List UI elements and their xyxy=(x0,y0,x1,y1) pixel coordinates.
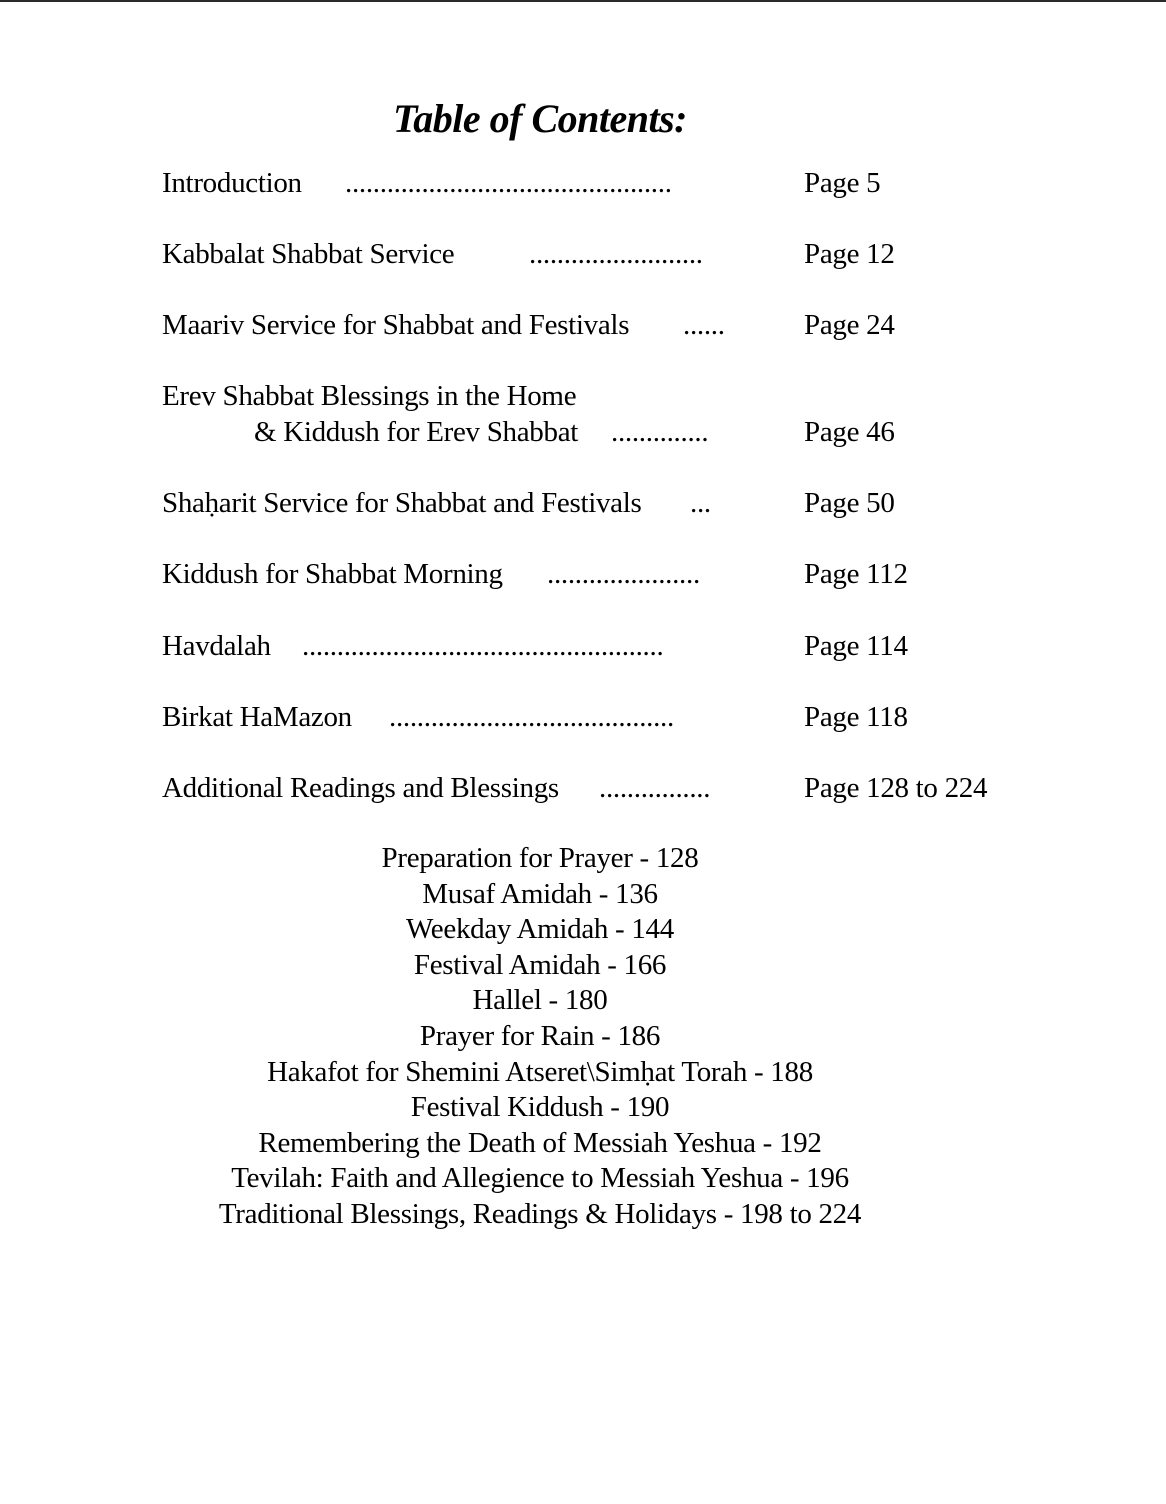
toc-leader-dots: ......................................... xyxy=(389,701,674,733)
sub-entry[interactable]: Traditional Blessings, Readings & Holidays - 198 to 224 xyxy=(218,1197,862,1230)
sub-entry[interactable]: Preparation for Prayer - 128 xyxy=(381,842,699,874)
toc-entry-kabbalat-shabbat[interactable] xyxy=(162,236,895,272)
toc-entry-birkat-hamazon[interactable] xyxy=(162,699,908,735)
toc-entry-additional-readings[interactable] xyxy=(162,770,988,806)
sub-entry[interactable]: Tevilah: Faith and Allegience to Messiah Yeshua - 196 xyxy=(231,1162,849,1195)
toc-entry-label: Introduction xyxy=(162,167,302,199)
toc-leader-dots: ... xyxy=(690,487,711,519)
sub-entry[interactable]: Festival Kiddush - 190 xyxy=(410,1091,670,1124)
toc-entry-label: Shaḥarit Service for Shabbat and Festivals xyxy=(162,487,642,519)
toc-entry-label: Kabbalat Shabbat Service xyxy=(162,238,455,270)
toc-entry-maariv[interactable] xyxy=(162,307,895,343)
toc-page-number: Page 46 xyxy=(804,416,895,448)
toc-entry-label: Additional Readings and Blessings xyxy=(162,772,559,804)
sub-entry[interactable]: Remembering the Death of Messiah Yeshua - 192 xyxy=(258,1126,822,1159)
toc-leader-dots: ............................................... xyxy=(345,167,672,199)
page-title: Table of Contents: xyxy=(393,96,687,141)
toc-page-number: Page 118 xyxy=(804,701,908,733)
toc-page-number: Page 128 to 224 xyxy=(804,772,988,804)
toc-entry-label: Erev Shabbat Blessings in the Home xyxy=(162,380,577,412)
toc-leader-dots: .................................................... xyxy=(302,630,664,662)
toc-leader-dots: ...... xyxy=(683,309,725,341)
toc-entry-introduction[interactable] xyxy=(162,165,881,201)
toc-leader-dots: ......................... xyxy=(529,238,703,270)
sub-entry[interactable]: Weekday Amidah - 144 xyxy=(406,913,674,946)
sub-entry[interactable]: Musaf Amidah - 136 xyxy=(422,877,658,910)
sub-entry[interactable]: Hallel - 180 xyxy=(472,984,608,1017)
toc-page-number: Page 112 xyxy=(804,558,908,590)
toc-entry-erev-shabbat[interactable] xyxy=(162,378,895,450)
toc-entry-kiddush-morning[interactable] xyxy=(162,556,908,592)
toc-entry-label-continued: & Kiddush for Erev Shabbat xyxy=(254,416,579,448)
toc-entry-shaharit[interactable] xyxy=(162,485,895,521)
toc-leader-dots: ................ xyxy=(599,772,711,804)
toc-leader-dots: ...................... xyxy=(547,558,700,590)
toc-entry-havdalah[interactable] xyxy=(162,628,908,664)
sub-entry[interactable]: Prayer for Rain - 186 xyxy=(419,1019,661,1052)
toc-page-number: Page 50 xyxy=(804,487,895,519)
toc-page-number: Page 5 xyxy=(804,167,881,199)
additional-readings-sublist xyxy=(0,841,1080,1233)
sub-entry[interactable]: Hakafot for Shemini Atseret\Simḥat Torah - 188 xyxy=(267,1055,813,1088)
page-top-border xyxy=(0,0,1166,2)
toc-entry-label: Birkat HaMazon xyxy=(162,701,352,733)
toc-page-number: Page 114 xyxy=(804,630,908,662)
toc-entry-label: Maariv Service for Shabbat and Festivals xyxy=(162,309,630,341)
toc-entry-label: Kiddush for Shabbat Morning xyxy=(162,558,503,590)
toc-leader-dots: .............. xyxy=(611,416,709,448)
toc-page-number: Page 12 xyxy=(804,238,895,270)
sub-entry[interactable]: Festival Amidah - 166 xyxy=(413,948,667,981)
toc-page-number: Page 24 xyxy=(804,309,895,341)
toc-entry-label: Havdalah xyxy=(162,630,271,662)
